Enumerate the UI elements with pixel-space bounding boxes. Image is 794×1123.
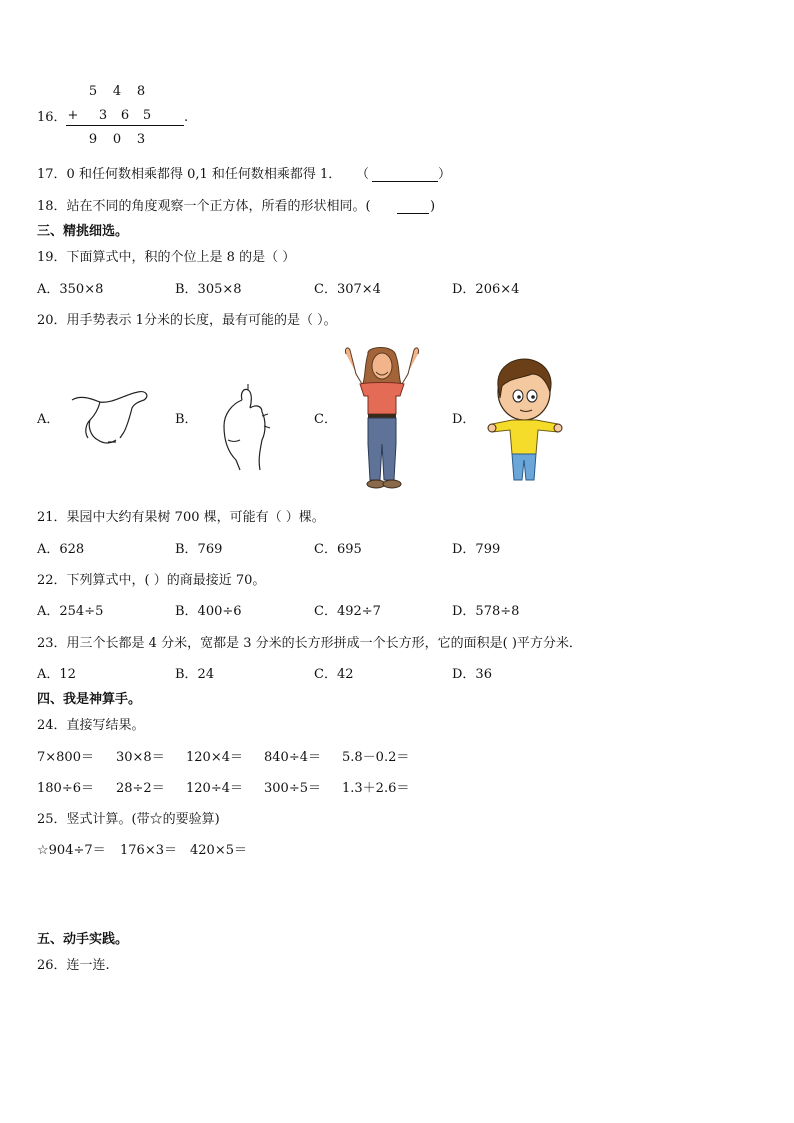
- q24-expression: 28÷2＝: [116, 781, 165, 796]
- question-16-number: 16．: [37, 110, 67, 125]
- q19-option-b[interactable]: B．305×8: [175, 282, 242, 297]
- q23-option-c[interactable]: C．42: [314, 667, 354, 682]
- q24-expression: 300÷5＝: [264, 781, 321, 796]
- question-20: 20．用手势表示 1分米的长度，最有可能的是（ ）。: [37, 313, 337, 328]
- q25-expression: 420×5＝: [190, 843, 247, 858]
- question-24: 24．直接写结果。: [37, 718, 145, 733]
- hand-gesture-pinch-image: [218, 380, 278, 472]
- hand-gesture-spread-image: [68, 386, 150, 448]
- person-arms-raised-image: [338, 344, 426, 494]
- q19-option-a[interactable]: A．350×8: [37, 282, 104, 297]
- section-5-heading: 五、动手实践。: [37, 932, 129, 947]
- q24-expression: 1.3＋2.6＝: [342, 781, 410, 796]
- q24-expression: 180÷6＝: [37, 781, 94, 796]
- q24-expression: 7×800＝: [37, 750, 94, 765]
- q16-digit: 5: [88, 84, 98, 99]
- q23-option-b[interactable]: B．24: [175, 667, 215, 682]
- q17-close-paren: ）: [438, 167, 452, 182]
- q16-digit: 9: [88, 132, 98, 147]
- q18-close-paren: ): [430, 199, 436, 214]
- q16-period: .: [184, 110, 189, 125]
- q24-expression: 120÷4＝: [186, 781, 243, 796]
- q21-option-c[interactable]: C．695: [314, 542, 362, 557]
- q16-digit: 3: [98, 108, 108, 123]
- boy-arms-outstretched-image: [488, 356, 560, 482]
- q17-answer-blank[interactable]: [372, 181, 438, 182]
- q21-option-d[interactable]: D．799: [452, 542, 501, 557]
- q20-option-a[interactable]: A．: [37, 412, 60, 427]
- q24-expression: 5.8－0.2＝: [342, 750, 410, 765]
- question-23: 23．用三个长都是 4 分米，宽都是 3 分米的长方形拼成一个长方形，它的面积是( )平方分米．: [37, 636, 582, 651]
- q19-option-c[interactable]: C．307×4: [314, 282, 381, 297]
- q16-digit: 8: [136, 84, 146, 99]
- q20-option-b[interactable]: B．: [175, 412, 198, 427]
- question-26: 26．连一连.: [37, 958, 110, 973]
- q24-expression: 840÷4＝: [264, 750, 321, 765]
- q21-option-b[interactable]: B．769: [175, 542, 223, 557]
- section-4-heading: 四、我是神算手。: [37, 692, 142, 707]
- q22-option-a[interactable]: A．254÷5: [37, 604, 104, 619]
- q22-option-c[interactable]: C．492÷7: [314, 604, 381, 619]
- q16-digit: 4: [112, 84, 122, 99]
- question-22: 22．下列算式中，( ）的商最接近 70。: [37, 573, 266, 588]
- q19-option-d[interactable]: D．206×4: [452, 282, 520, 297]
- q16-digit: 0: [112, 132, 122, 147]
- q20-option-c[interactable]: C．: [314, 412, 337, 427]
- q24-expression: 30×8＝: [116, 750, 165, 765]
- q16-digit: 5: [142, 108, 152, 123]
- q22-option-b[interactable]: B．400÷6: [175, 604, 242, 619]
- q18-answer-blank[interactable]: [397, 213, 429, 214]
- section-3-heading: 三、精挑细选。: [37, 224, 129, 239]
- q21-option-a[interactable]: A．628: [37, 542, 85, 557]
- q24-expression: 120×4＝: [186, 750, 243, 765]
- q16-digit: 3: [136, 132, 146, 147]
- q16-digit: 6: [120, 108, 130, 123]
- q20-option-d[interactable]: D．: [452, 412, 476, 427]
- question-19: 19．下面算式中，积的个位上是 8 的是（ ）: [37, 250, 296, 265]
- q17-open-paren: （: [356, 167, 370, 182]
- q16-sum-line: [66, 125, 184, 126]
- question-21: 21．果园中大约有果树 700 棵，可能有（ ）棵。: [37, 510, 325, 525]
- q23-option-a[interactable]: A．12: [37, 667, 76, 682]
- q23-option-d[interactable]: D．36: [452, 667, 492, 682]
- q22-option-d[interactable]: D．578÷8: [452, 604, 520, 619]
- q25-expression: 176×3＝: [120, 843, 177, 858]
- question-25: 25．竖式计算。(带☆的要验算): [37, 812, 220, 827]
- question-17: 17．0 和任何数相乘都得 0,1 和任何数相乘都得 1．: [37, 167, 342, 182]
- q25-expression: ☆904÷7＝: [37, 843, 106, 858]
- question-18: 18．站在不同的角度观察一个正方体，所看的形状相同。(: [37, 199, 371, 214]
- q16-plus-sign: +: [67, 108, 79, 123]
